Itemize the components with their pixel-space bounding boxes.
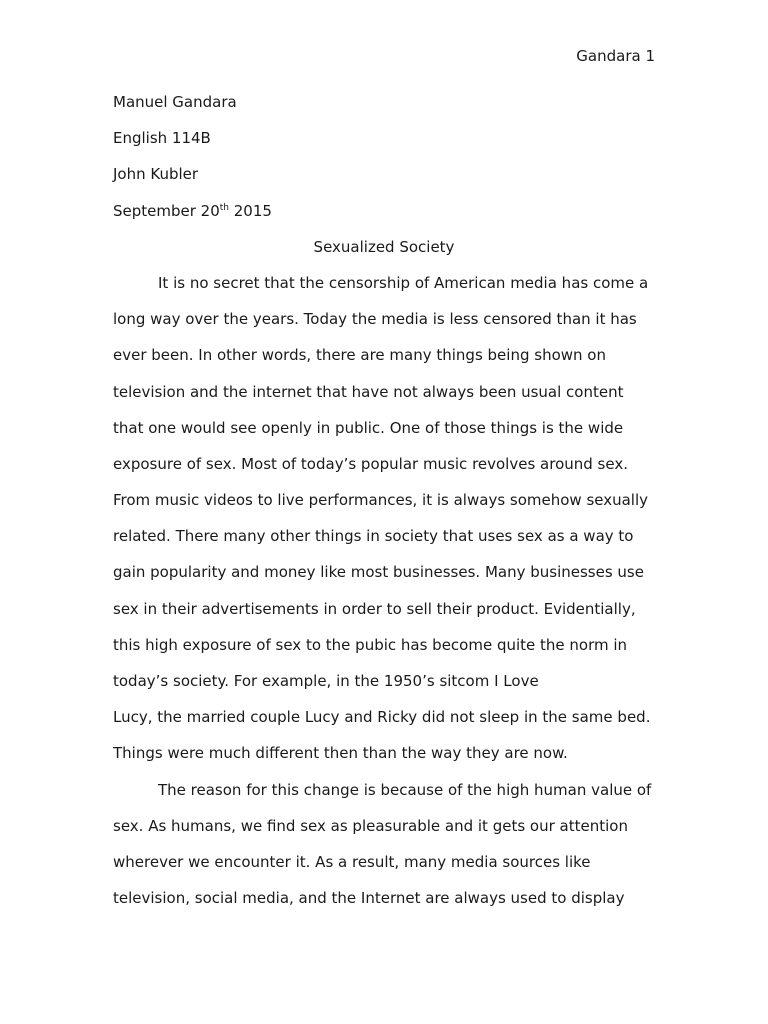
running-head: Gandara 1 — [576, 47, 655, 65]
paragraph-line: exposure of sex. Most of today’s popular music revolves around sex. — [113, 454, 628, 473]
paragraph-line: sex in their advertisements in order to sell their product. Evidentially, — [113, 599, 636, 618]
author-name: Manuel Gandara — [113, 93, 237, 111]
paragraph-line: this high exposure of sex to the pubic has become quite the norm in — [113, 635, 628, 654]
paragraph-line: today’s society. For example, in the 1950’s sitcom I Love — [113, 672, 539, 690]
paragraph-line: sex. As humans, we find sex as pleasurable and it gets our attention — [113, 816, 628, 835]
paragraph-line: long way over the years. Today the media is less censored than it has — [113, 310, 637, 329]
essay-body — [113, 91, 673, 923]
paragraph-line: From music videos to live performances, it is always somehow sexually — [113, 491, 649, 510]
course-name: English 114B — [113, 129, 211, 148]
date-year: 2015 — [229, 201, 272, 220]
essay-title: Sexualized Society — [313, 237, 455, 256]
paragraph-line: Lucy, the married couple Lucy and Ricky did not sleep in the same bed. — [113, 708, 651, 727]
paragraph-line: The reason for this change is because of the high human value of — [158, 780, 652, 799]
paragraph-line: television, social media, and the Internet are always used to display — [113, 889, 625, 908]
paragraph-line: gain popularity and money like most businesses. Many businesses use — [113, 563, 644, 582]
paragraph-line: that one would see openly in public. One of those things is the wide — [113, 418, 624, 437]
paragraph-line: television and the internet that have not always been usual content — [113, 382, 624, 401]
date-ordinal-suffix: th — [219, 202, 229, 213]
paragraph-line: It is no secret that the censorship of American media has come a — [158, 273, 649, 292]
essay-date — [113, 200, 673, 236]
date-month-day: September 20 — [113, 201, 220, 220]
paragraph-line: Things were much different then than the way they are now. — [113, 744, 568, 763]
paragraph-line: wherever we encounter it. As a result, many media sources like — [113, 852, 591, 871]
instructor-name: John Kubler — [113, 165, 199, 184]
paragraph-line: ever been. In other words, there are many things being shown on — [113, 346, 606, 365]
paragraph-line: related. There many other things in society that uses sex as a way to — [113, 527, 634, 546]
